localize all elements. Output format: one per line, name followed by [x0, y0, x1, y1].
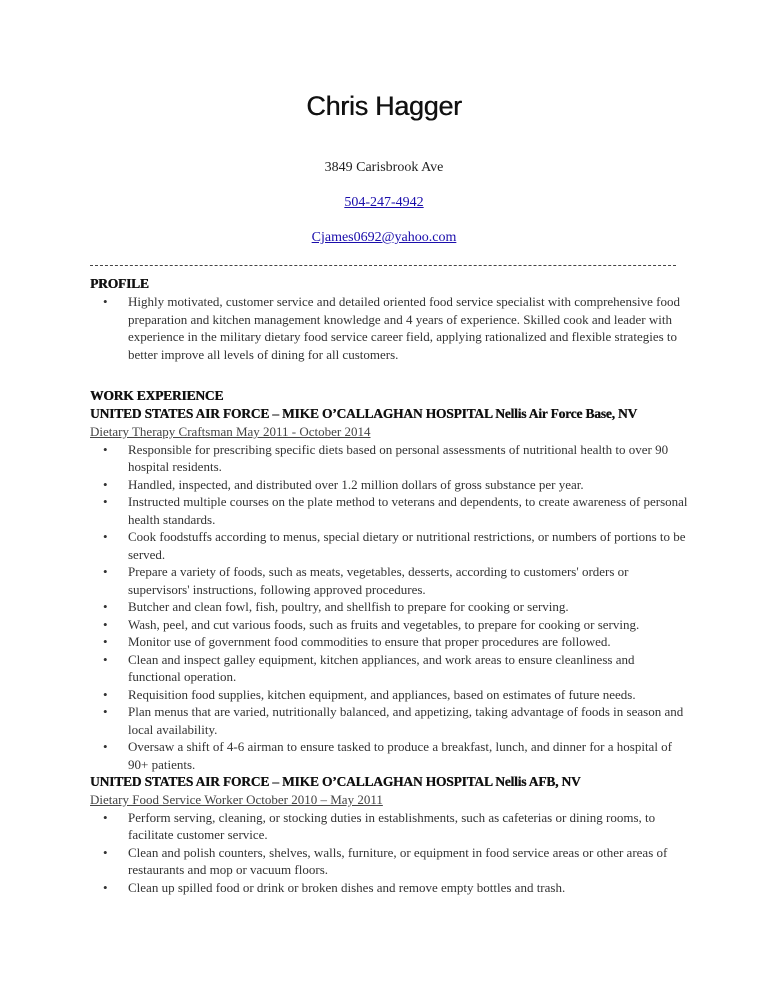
bullet-icon: • — [103, 809, 108, 825]
phone-link[interactable]: 504-247-4942 — [344, 195, 424, 210]
bullet-icon: • — [103, 686, 108, 702]
job-role: Dietary Food Service Worker October 2010 – May 2011 — [90, 792, 383, 807]
bullet-icon: • — [103, 494, 108, 509]
list-item: • Wash, peel, and cut various foods, such as fruits and vegetables, to prepare for cooking or serving. — [103, 616, 640, 632]
list-item: • Clean and polish counters, shelves, walls, furniture, or equipment in food service areas or other areas of restaurants and mop or vacuum floors. — [103, 844, 668, 877]
bullet-icon: • — [103, 564, 108, 579]
bullet-icon: • — [103, 704, 108, 719]
job-duties-list — [90, 809, 690, 897]
list-item: • Butcher and clean fowl, fish, poultry, and shellfish to prepare for cooking or serving. — [103, 599, 569, 614]
work-experience-heading: WORK EXPERIENCE — [90, 388, 224, 403]
list-item: • Monitor use of government food commodities to ensure that proper procedures are followed. — [103, 634, 611, 649]
job-duties-list — [90, 441, 690, 774]
candidate-name: Chris Hagger — [306, 91, 462, 121]
bullet-icon: • — [103, 294, 108, 309]
bullet-icon: • — [103, 599, 108, 614]
list-item: • Responsible for prescribing specific diets based on personal assessments of nutritional health to over 90 hospital residents. — [103, 441, 669, 474]
job-employer: UNITED STATES AIR FORCE – MIKE O’CALLAGHAN HOSPITAL Nellis AFB, NV — [90, 774, 581, 789]
bullet-icon: • — [103, 441, 108, 457]
list-item: • Instructed multiple courses on the plate method to veterans and dependents, to create awareness of personal health standards. — [103, 494, 688, 527]
section-divider — [90, 265, 676, 266]
bullet-icon: • — [103, 529, 108, 544]
bullet-icon: • — [103, 739, 108, 754]
list-item: • Prepare a variety of foods, such as meats, vegetables, desserts, according to customers' orders or supervisors' instructions, following approved procedures. — [103, 564, 629, 597]
bullet-icon: • — [103, 651, 108, 667]
job-role: Dietary Therapy Craftsman May 2011 - October 2014 — [90, 424, 371, 439]
list-item: • Plan menus that are varied, nutritionally balanced, and appetizing, taking advantage of foods in season and local availability. — [103, 704, 684, 737]
profile-list — [90, 293, 690, 363]
bullet-icon: • — [103, 634, 108, 649]
resume-body — [90, 275, 690, 896]
list-item: • Handled, inspected, and distributed over 1.2 million dollars of gross substance per year. — [103, 476, 584, 492]
list-item: • Clean up spilled food or drink or broken dishes and remove empty bottles and trash. — [103, 879, 566, 895]
list-item: • Cook foodstuffs according to menus, special dietary or nutritional restrictions, or numbers of portions to be served. — [103, 529, 686, 562]
list-item: • Oversaw a shift of 4-6 airman to ensure tasked to produce a breakfast, lunch, and dinner for a hospital of 90+ patients. — [103, 739, 673, 772]
list-item: • Perform serving, cleaning, or stocking duties in establishments, such as cafeterias or dining rooms, to facilitate customer service. — [103, 809, 656, 842]
email-link[interactable]: Cjames0692@yahoo.com — [311, 230, 457, 245]
bullet-icon: • — [103, 616, 108, 632]
profile-text: Highly motivated, customer service and detailed oriented food service specialist with comprehensive food preparation and kitchen management knowledge and 4 years of experience. Skilled cook and leader with experience in the military dietary food service career field, applying rationalized and flexible strategies to better improve all levels of dining for all customers. — [128, 294, 680, 362]
address: 3849 Carisbrook Ave — [324, 160, 444, 175]
bullet-icon: • — [103, 844, 108, 860]
job-employer: UNITED STATES AIR FORCE – MIKE O’CALLAGHAN HOSPITAL Nellis Air Force Base, NV — [90, 406, 638, 421]
list-item: • Requisition food supplies, kitchen equipment, and appliances, based on estimates of future needs. — [103, 686, 636, 702]
bullet-icon: • — [103, 879, 108, 895]
list-item: • Clean and inspect galley equipment, kitchen appliances, and work areas to ensure cleanliness and functional operation. — [103, 651, 635, 684]
list-item — [90, 293, 690, 363]
profile-heading: PROFILE — [90, 276, 149, 291]
bullet-icon: • — [103, 476, 108, 492]
